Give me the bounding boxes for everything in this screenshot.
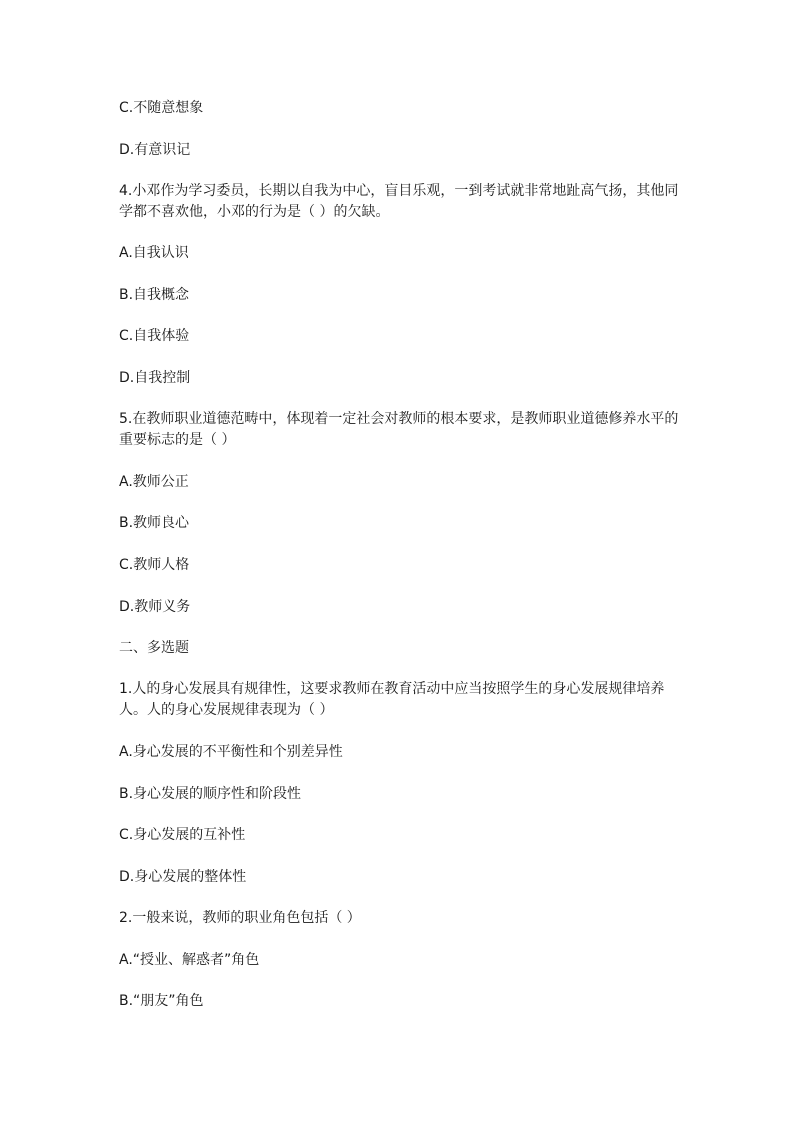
- multi-question-1-option-b: B.身心发展的顺序性和阶段性: [119, 786, 302, 802]
- question-5-option-a: A.教师公正: [119, 474, 189, 490]
- multi-question-1-option-d: D.身心发展的整体性: [119, 869, 247, 885]
- question-4-option-a: A.自我认识: [119, 245, 189, 261]
- question-4-option-c: C.自我体验: [119, 328, 190, 344]
- question-4-option-d: D.自我控制: [119, 370, 191, 386]
- multi-question-2: 2.一般来说，教师的职业角色包括（ ）: [119, 910, 361, 926]
- option-c-line: C.不随意想象: [119, 100, 204, 116]
- question-5-option-b: B.教师良心: [119, 515, 190, 531]
- question-5-option-c: C.教师人格: [119, 557, 190, 573]
- question-5-option-d: D.教师义务: [119, 599, 191, 615]
- section-heading-multiple-choice: 二、多选题: [119, 640, 189, 656]
- multi-question-1-option-a: A.身心发展的不平衡性和个别差异性: [119, 744, 343, 760]
- multi-question-1-option-c: C.身心发展的互补性: [119, 827, 246, 843]
- question-5: 5.在教师职业道德范畴中，体现着一定社会对教师的根本要求，是教师职业道德修养水平的重要标志的是（ ）: [119, 411, 679, 448]
- multi-question-1: 1.人的身心发展具有规律性，这要求教师在教育活动中应当按照学生的身心发展规律培养人。人的身心发展规律表现为（ ）: [119, 681, 665, 718]
- question-4: 4.小邓作为学习委员，长期以自我为中心，盲目乐观，一到考试就非常地趾高气扬，其他同学都不喜欢他，小邓的行为是（ ）的欠缺。: [119, 183, 679, 220]
- multi-question-2-option-b: B.“朋友”角色: [119, 993, 204, 1009]
- question-4-option-b: B.自我概念: [119, 287, 190, 303]
- option-d-line: D.有意识记: [119, 142, 191, 158]
- multi-question-2-option-a: A.“授业、解惑者”角色: [119, 952, 260, 968]
